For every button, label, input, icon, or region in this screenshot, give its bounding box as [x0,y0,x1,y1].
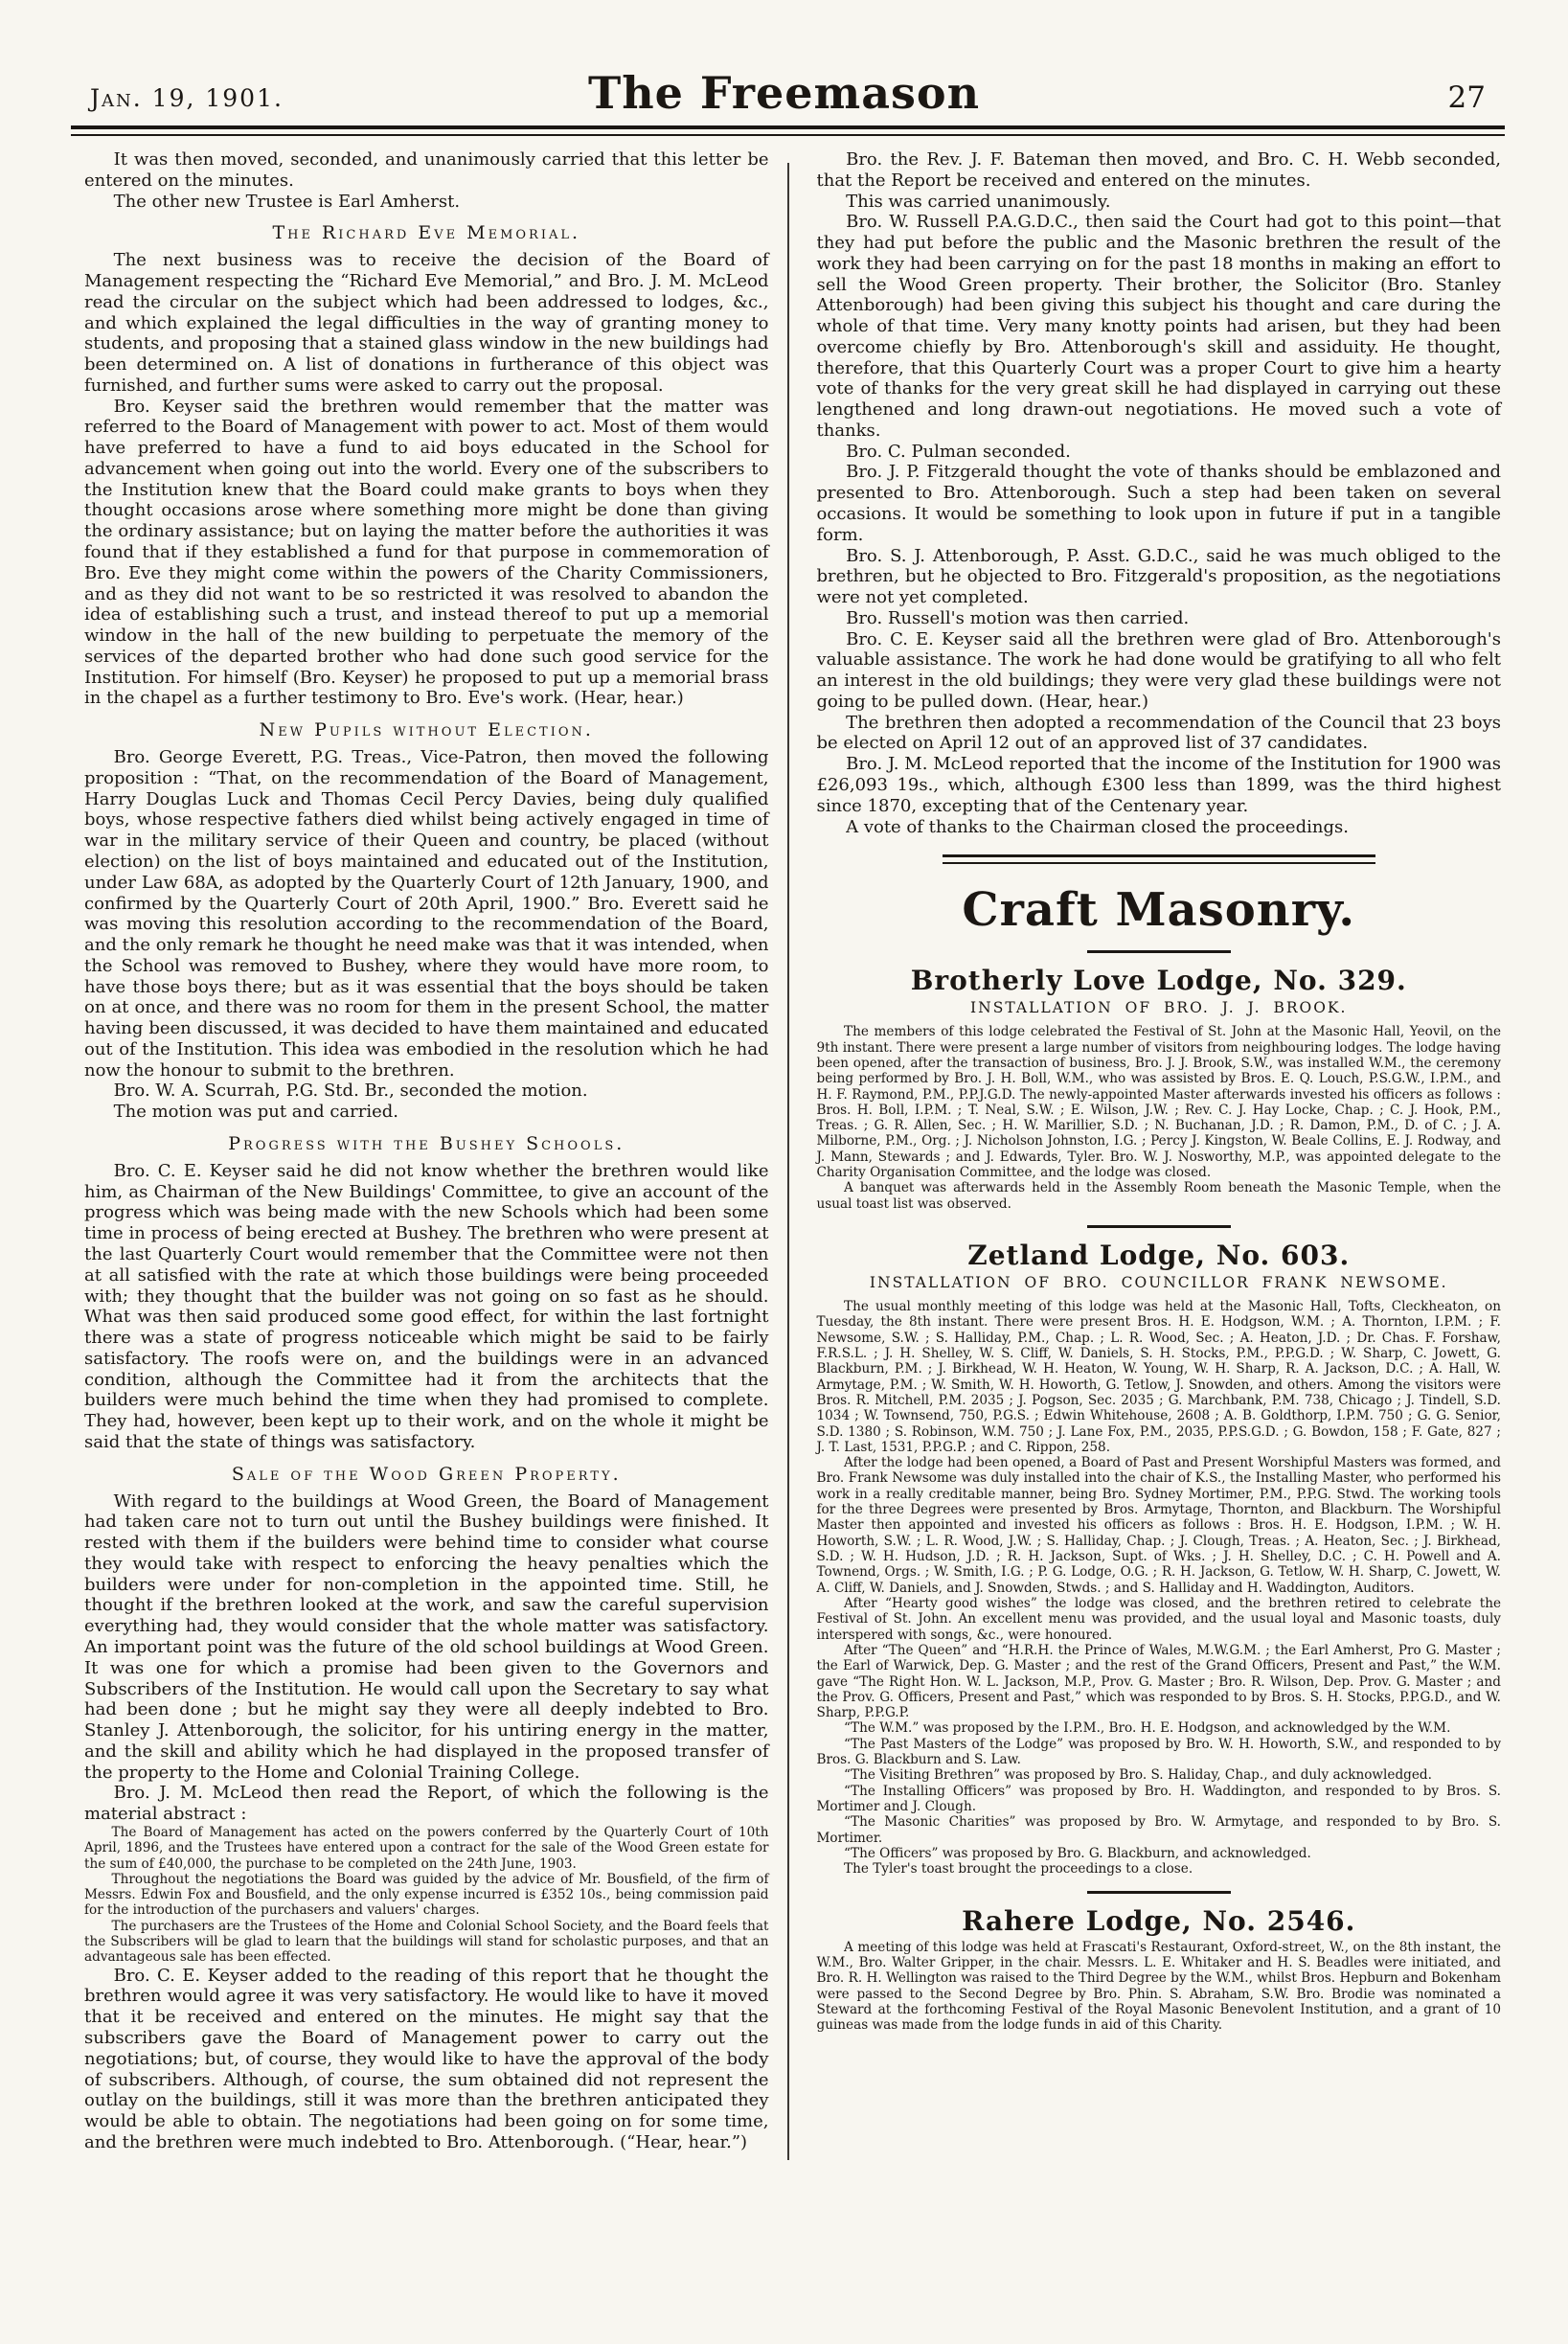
small-print-paragraph: Throughout the negotiations the Board was guided by the advice of Mr. Bousfield, of the firm of Messrs. Edwin Fox and Bousfield, and the only expense incurred is £352 10s., being commission paid for the introduction of the purchasers and valuers' charges. [84,1871,769,1919]
body-paragraph: Bro. C. Pulman seconded. [846,441,1071,462]
right-column [817,149,1502,2287]
small-print-paragraph: “The Past Masters of the Lodge” was proposed by Bro. W. H. Howorth, S.W., and responded to by Bros. G. Blackburn and S. Law. [816,1736,1501,1768]
body-paragraph: Bro. C. E. Keyser said all the brethren were glad of Bro. Attenborough's valuable assistance. The work he had done would be gratifying to all who felt an interest in the old buildings; they were very glad these buildings were not going to be pulled down. (Hear, hear.) [816,628,1501,712]
small-print-paragraph: The Tyler's toast brought the proceedings to a close. [844,1861,1193,1877]
divider-double-rule [943,854,1375,864]
body-paragraph: It was then moved, seconded, and unanimously carried that this letter be entered on the minutes. [84,149,769,191]
divider-short-rule [1087,950,1231,953]
small-print-paragraph: After “Hearty good wishes” the lodge was closed, and the brethren retired to celebrate the Festival of St. John. An excellent menu was provided, and the usual loyal and Masonic toasts, duly interspered with songs, &c., were honoured. [816,1595,1501,1643]
issue-date: Jan. 19, 1901. [90,84,284,112]
divider-short-rule [1087,1891,1231,1894]
small-print-paragraph: After “The Queen” and “H.R.H. the Prince of Wales, M.W.G.M. ; the Earl Amherst, Pro G. Master ; the Earl of Warwick, Dep. G. Master ; and the rest of the Grand Officers, Present and Past,” the W.M. gave “The Right Hon. W. L. Jackson, M.P., Prov. G. Master ; Bro. R. Wilson, Dep. Prov. G. Master ; and the Prov. G. Officers, Present and Past,” which was responded to by Bros. S. H. Stocks, P.P.G.D., and W. Sharp, P.P.G.P. [816,1642,1501,1721]
small-print-paragraph: A meeting of this lodge was held at Frascati's Restaurant, Oxford-street, W., on the 8th instant, the W.M., Bro. Walter Gripper, in the chair. Messrs. L. E. Whitaker and H. S. Beadles were initiated, and Bro. R. H. Wellington was raised to the Third Degree by the W.M., whilst Bros. Hepburn and Bokenham were passed to the Second Degree by Bro. Phin. S. Abraham, S.W. Bro. Brodie was nominated a Steward at the forthcoming Festival of the Royal Masonic Benevolent Institution, and a grant of 10 guineas was made from the lodge funds in aid of this Charity. [816,1939,1501,2034]
body-paragraph: Bro. the Rev. J. F. Bateman then moved, and Bro. C. H. Webb seconded, that the Report be received and entered on the minutes. [816,149,1501,191]
body-paragraph: Bro. S. J. Attenborough, P. Asst. G.D.C., said he was much obliged to the brethren, but he objected to Bro. Fitzgerald's proposition, as the negotiations were not yet completed. [816,545,1501,608]
small-print-paragraph: “The W.M.” was proposed by the I.P.M., Bro. H. E. Hodgson, and acknowledged by the W.M. [844,1720,1451,1737]
body-paragraph: Bro. J. M. McLeod then read the Report, of which the following is the material abstract : [84,1783,769,1825]
small-print-paragraph: The members of this lodge celebrated the Festival of St. John at the Masonic Hall, Yeovil, on the 9th instant. There were present a large number of visitors from neighbouring lodges. The lodge having been opened, after the transaction of business, Bro. J. J. Brook, S.W., was installed W.M., the ceremony being performed by Bro. J. H. Boll, W.M., who was assisted by Bros. E. Q. Louch, P.S.G.W., I.P.M., and H. F. Raymond, P.M., P.P.J.G.D. The newly-appointed Master afterwards invested his officers as follows : Bros. H. Boll, I.P.M. ; T. Neal, S.W. ; E. Wilson, J.W. ; Rev. C. J. Hay Locke, Chap. ; C. J. Hook, P.M., Treas. ; G. R. Allen, Sec. ; H. W. Marillier, S.D. ; N. Buchanan, J.D. ; R. Damon, P.M., D. of C. ; J. A. Milborne, P.M., Org. ; J. Nicholson Johnston, I.G. ; Percy J. Kingston, W. Beale Collins, E. J. Rodway, and J. Mann, Stewards ; and J. Edwards, Tyler. Bro. W. J. Nosworthy, M.P., was appointed delegate to the Charity Organisation Committee, and the lodge was closed. [816,1024,1501,1181]
publication-title: The Freemason [587,67,981,119]
small-print-paragraph: The Board of Management has acted on the powers conferred by the Quarterly Court of 10th April, 1896, and the Trustees have entered upon a contract for the sale of the Wood Green estate for the sum of £40,000, the purchase to be completed on the 24th June, 1903. [84,1824,769,1872]
lodge-subheading: INSTALLATION OF BRO. COUNCILLOR FRANK NEWSOME. [869,1274,1448,1292]
body-paragraph: The next business was to receive the decision of the Board of Management respecting the “Richard Eve Memorial,” and Bro. J. M. McLeod read the circular on the subject which had been addressed to lodges, &c., and which explained the legal difficulties in the way of granting money to students, and proposing that a stained glass window in the new buildings had been determined on. A list of donations in furtherance of this object was furnished, and further sums were asked to carry out the proposal. [84,250,769,396]
small-print-paragraph: “The Officers” was proposed by Bro. G. Blackburn, and acknowledged. [844,1845,1311,1861]
small-print-paragraph: “The Masonic Charities” was proposed by Bro. W. Armytage, and responded to by Bro. S. Mortimer. [816,1814,1501,1846]
article-columns [84,149,1501,2287]
lodge-heading: Zetland Lodge, No. 603. [967,1240,1351,1272]
body-paragraph: Bro. George Everett, P.G. Treas., Vice-Patron, then moved the following proposition : “That, on the recommendation of the Board of Management, Harry Douglas Luck and Thomas Cecil Percy Davies, being duly qualified boys, whose respective fathers died whilst being actively engaged in time of war in the military service of their Queen and country, be placed (without election) on the list of boys maintained and educated out of the Institution, under Law 68A, as adopted by the Quarterly Court of 12th January, 1900, and confirmed by the Quarterly Court of 20th April, 1900.” Bro. Everett said he was moving this resolution according to the recommendation of the Board, and the only remark he thought he need make was that it was intended, when the School was removed to Bushey, where they would have more room, to have those boys there; but as it was essential that the boys should be taken on at once, and there was no room for them in the present School, the matter having been discussed, it was decided to have them maintained and educated out of the Institution. This idea was embodied in the resolution which he had now the honour to submit to the brethren. [84,747,769,1081]
small-print-paragraph: “The Visiting Brethren” was proposed by Bro. S. Haliday, Chap., and duly acknowledged. [844,1767,1432,1784]
body-paragraph: The motion was put and carried. [113,1102,399,1123]
body-paragraph: Bro. Russell's motion was then carried. [846,607,1190,628]
lodge-subheading: INSTALLATION OF BRO. J. J. BROOK. [970,999,1348,1017]
subsection-heading: The Richard Eve Memorial. [272,222,581,244]
body-paragraph: This was carried unanimously. [846,191,1111,212]
small-print-paragraph: A banquet was afterwards held in the Assembly Room beneath the Masonic Temple, when the usual toast list was observed. [816,1180,1501,1212]
body-paragraph: The brethren then adopted a recommendation of the Council that 23 boys be elected on April 12 out of an approved list of 37 candidates. [816,712,1501,754]
subsection-heading: New Pupils without Election. [259,719,594,741]
body-paragraph: With regard to the buildings at Wood Green, the Board of Management had taken care not to turn out until the Bushey buildings were finished. It rested with them if the builders were behind time to consider what course they would take with respect to enforcing the heavy penalties which the builders were under for non-completion in the appointed time. Still, he thought if the brethren looked at the work, and saw the careful supervision everything had, they would consider that the whole matter was satisfactory. An important point was the future of the old school buildings at Wood Green. It was one for which a promise had been given to the Governors and Subscribers of the Institution. He would call upon the Secretary to say what had been done ; but he might say they were all deeply indebted to Bro. Stanley J. Attenborough, the solicitor, for his untiring energy in the matter, and the skill and ability which he had displayed in the proposed transfer of the property to the Home and Colonial Training College. [84,1491,769,1783]
left-column [84,149,769,2287]
small-print-paragraph: The purchasers are the Trustees of the Home and Colonial School Society, and the Board feels that the Subscribers will be glad to learn that the buildings will stand for scholastic purposes, and that an advantageous sale has been effected. [84,1918,769,1966]
small-print-paragraph: “The Installing Officers” was proposed by Bro. H. Waddington, and responded to by Bros. S. Mortimer and J. Clough. [816,1783,1501,1815]
body-paragraph: The other new Trustee is Earl Amherst. [113,191,461,212]
divider-short-rule [1087,1225,1231,1228]
body-paragraph: Bro. C. E. Keyser added to the reading of this report that he thought the brethren would agree it was very satisfactory. He would like to have it moved that it be received and entered on the minutes. He might say that the subscribers gave the Board of Management power to carry out the negotiations; but, of course, they would like to have the approval of the body of subscribers. Although, of course, the sum obtained did not represent the outlay on the buildings, still it was more than the brethren anticipated they would be able to obtain. The negotiations had been going on for some time, and the brethren were much indebted to Bro. Attenborough. (“Hear, hear.”) [84,1965,769,2152]
small-print-paragraph: After the lodge had been opened, a Board of Past and Present Worshipful Masters was formed, and Bro. Frank Newsome was duly installed into the chair of K.S., the Installing Master, who performed his work in a really creditable manner, being Bro. Sydney Mortimer, P.M., P.P.G. Stwd. The working tools for the three Degrees were presented by Bros. Armytage, Thornton, and Blackburn. The Worshipful Master then appointed and invested his officers as follows : Bros. H. E. Hodgson, I.P.M. ; W. H. Howorth, S.W. ; L. R. Wood, J.W. ; S. Halliday, Chap. ; J. Clough, Treas. ; A. Heaton, Sec. ; J. Birkhead, S.D. ; W. H. Hudson, J.D. ; R. H. Jackson, Supt. of Wks. ; J. H. Shelley, D.C. ; C. H. Powell and A. Townend, Orgs. ; W. Smith, I.G. ; P. G. Lodge, O.G. ; R. H. Jackson, G. Tetlow, W. H. Sharp, C. Jowett, W. A. Cliff, W. Daniels, and J. Snowden, Stwds. ; and S. Halliday and H. Waddington, Auditors. [816,1455,1501,1596]
lodge-heading: Rahere Lodge, No. 2546. [962,1904,1356,1937]
body-paragraph: Bro. W. Russell P.A.G.D.C., then said the Court had got to this point—that they had put before the public and the Masonic brethren the result of the work they had been carrying on for the past 18 months in making an effort to sell the Wood Green property. Their brother, the Solicitor (Bro. Stanley Attenborough) had been giving this subject his thought and care during the whole of that time. Very many knotty points had arisen, but they had been overcome chiefly by Bro. Attenborough's skill and assiduity. He thought, therefore, that this Quarterly Court was a proper Court to give him a hearty vote of thanks for the very great skill he had displayed in carrying out these lengthened and long drawn-out negotiations. He moved such a vote of thanks. [816,212,1501,441]
body-paragraph: Bro. J. P. Fitzgerald thought the vote of thanks should be emblazoned and presented to Bro. Attenborough. Such a step had been taken on several occasions. It would be something to look upon in future if put in a tangible form. [816,462,1501,545]
craft-masonry-section-title: Craft Masonry. [962,883,1356,938]
subsection-heading: Sale of the Wood Green Property. [231,1463,622,1485]
body-paragraph: Bro. J. M. McLeod reported that the income of the Institution for 1900 was £26,093 19s., which, although £300 less than 1899, was the third highest since 1870, excepting that of the Centenary year. [816,754,1501,816]
subsection-heading: Progress with the Bushey Schools. [228,1132,625,1154]
lodge-heading: Brotherly Love Lodge, No. 329. [910,965,1407,997]
small-print-paragraph: The usual monthly meeting of this lodge was held at the Masonic Hall, Tofts, Cleckheaton, on Tuesday, the 8th instant. There were present Bros. H. E. Hodgson, W.M. ; A. Thornton, I.P.M. ; F. Newsome, S.W. ; S. Halliday, P.M., Chap. ; L. R. Wood, Sec. ; A. Heaton, J.D. ; Dr. Chas. F. Forshaw, F.R.S.L. ; J. H. Shelley, W. S. Cliff, W. Daniels, S. H. Stocks, P.M., P.P.G.D. ; W. Sharp, C. Jowett, G. Blackburn, P.M. ; J. Birkhead, W. H. Heaton, W. Young, W. H. Sharp, R. A. Jackson, D.C. ; A. Hall, W. Armytage, P.M. ; W. Smith, W. H. Howorth, G. Tetlow, J. Snowden, and others. Among the visitors were Bros. R. Mitchell, P.M. 2035 ; J. Pogson, Sec. 2035 ; G. Marchbank, P.M. 738, Chicago ; J. Tindell, S.D. 1034 ; W. Townsend, 750, P.G.S. ; Edwin Whitehouse, 2608 ; A. B. Goldthorp, I.P.M. 750 ; G. G. Senior, S.D. 1380 ; S. Robinson, W.M. 750 ; J. Lane Fox, P.M., 2035, P.P.S.G.D. ; G. Bowdon, 158 ; F. Gate, 827 ; J. T. Last, 1531, P.P.G.P. ; and C. Rippon, 258. [816,1299,1501,1455]
page-number: 27 [1447,80,1486,115]
masthead [0,0,1568,126]
body-paragraph: Bro. C. E. Keyser said he did not know whether the brethren would like him, as Chairman of the New Buildings' Committee, to give an account of the progress which was being made with the new Schools which had been some time in process of being erected at Bushey. The brethren who were present at the last Quarterly Court would remember that the Committee were not then at all satisfied with the rate at which those buildings were being proceeded with; they thought that the builder was not going on so fast as he should. What was then said produced some good effect, for within the last fortnight there was a state of progress noticeable which might be said to be fairly satisfactory. The roofs were on, and the buildings were in an advanced condition, although the Committee had it from the architects that the builders were much behind the time when they had promised to complete. They had, however, been kept up to their work, and on the whole it might be said that the state of things was satisfactory. [84,1160,769,1452]
body-paragraph: A vote of thanks to the Chairman closed the proceedings. [846,816,1349,837]
body-paragraph: Bro. Keyser said the brethren would remember that the matter was referred to the Board of Management with power to act. Most of them would have preferred to have a fund to aid boys educated in the School for advancement when going out into the world. Every one of the subscribers to the Institution knew that the Board could make grants to boys when they thought occasions arose where something more might be done than giving the ordinary assistance; but on laying the matter before the authorities it was found that if they established a fund for that purpose in commemoration of Bro. Eve they might come within the powers of the Charity Commissioners, and as they did not want to be so restricted it was resolved to abandon the idea of establishing such a trust, and instead thereof to put up a memorial window in the hall of the new building to perpetuate the memory of the services of the departed brother who had done such good service for the Institution. For himself (Bro. Keyser) he proposed to put up a memorial brass in the chapel as a further testimony to Bro. Eve's work. (Hear, hear.) [84,396,769,709]
masthead-rule [71,125,1505,136]
body-paragraph: Bro. W. A. Scurrah, P.G. Std. Br., seconded the motion. [113,1081,588,1102]
